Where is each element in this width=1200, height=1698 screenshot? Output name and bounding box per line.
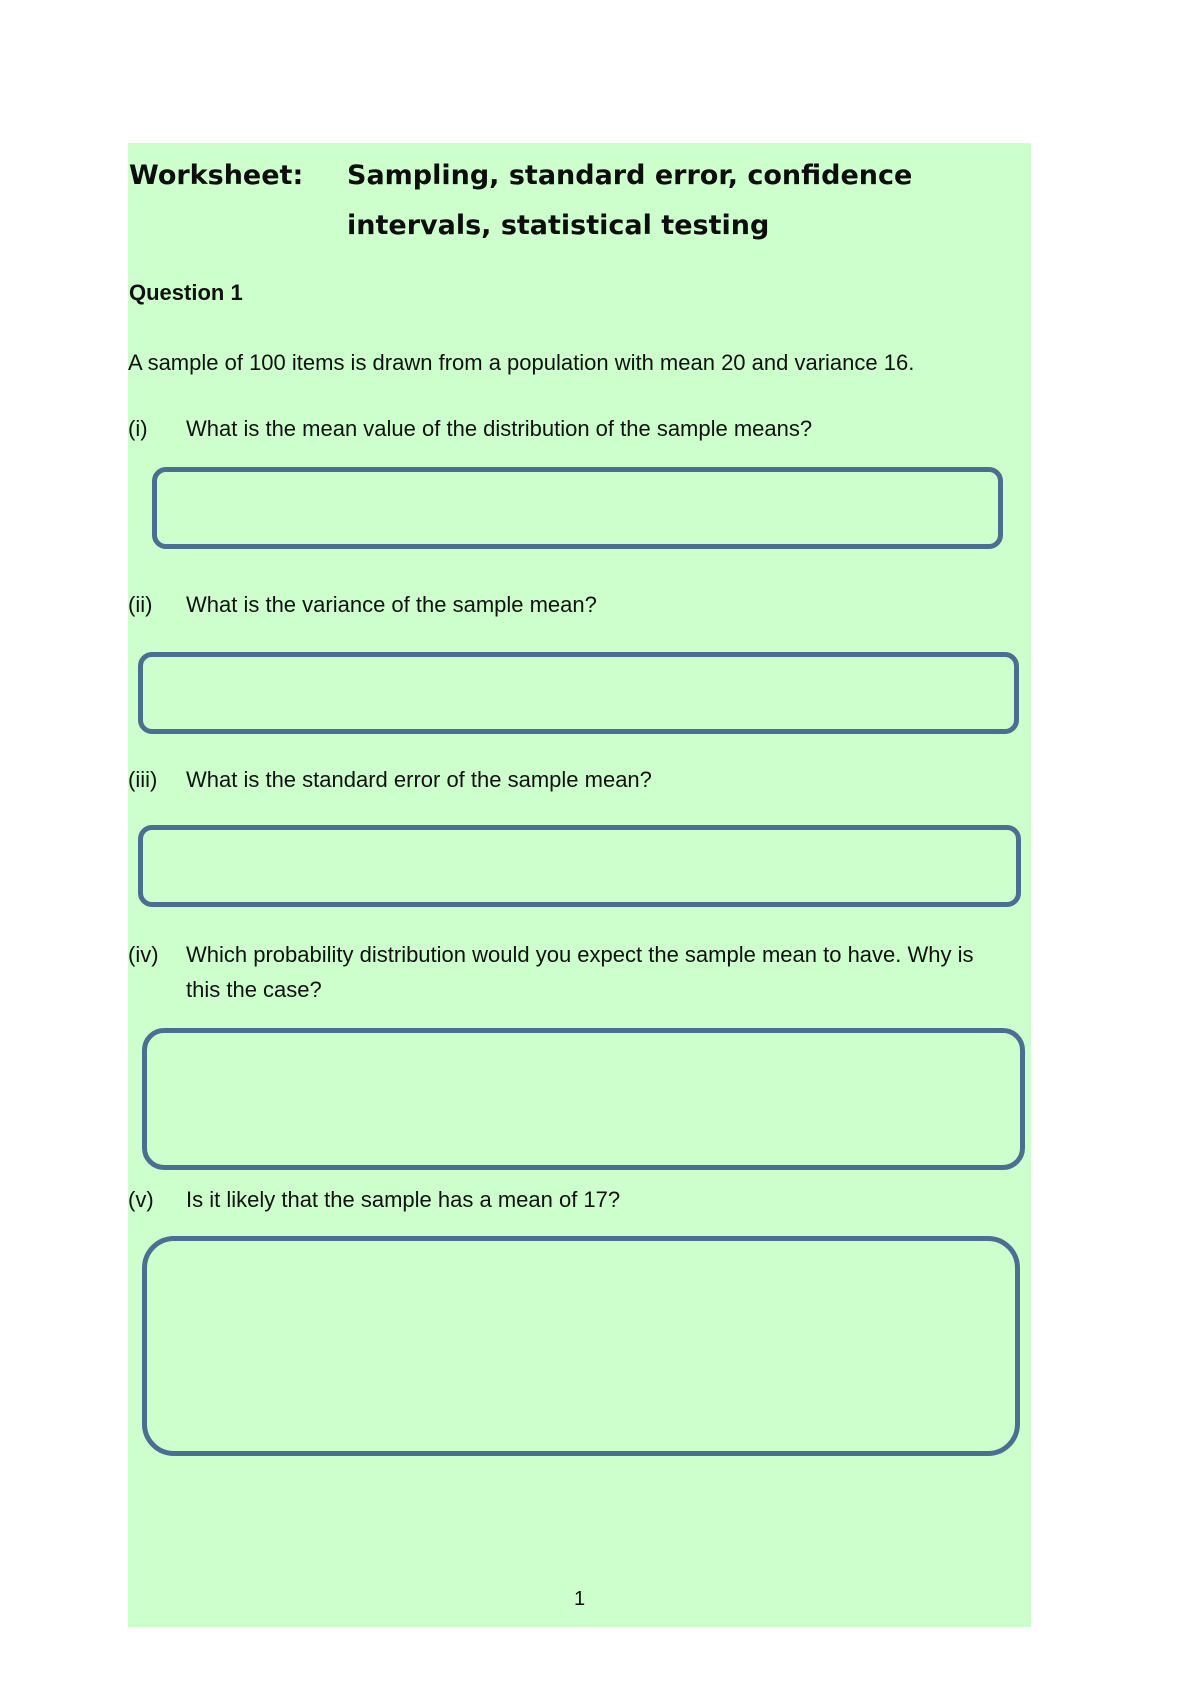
worksheet-topic (347, 151, 987, 251)
sub-question-number: (iii) (128, 767, 158, 792)
sub-question-number: (iv) (128, 942, 159, 967)
question-heading: Question 1 (129, 280, 243, 305)
sub-question-number: (v) (128, 1187, 154, 1212)
sub-question-text: What is the standard error of the sample mean? (186, 767, 652, 792)
page-number: 1 (573, 1588, 586, 1610)
worksheet-topic-line-2: intervals, statistical testing (347, 210, 770, 241)
question-intro: A sample of 100 items is drawn from a population with mean 20 and variance 16. (128, 350, 915, 375)
worksheet-label: Worksheet: (129, 160, 304, 191)
worksheet-page (128, 143, 1031, 1627)
answer-box-ii[interactable] (138, 652, 1019, 734)
sub-question-text: What is the mean value of the distribution of the sample means? (186, 416, 813, 441)
sub-question-number: (ii) (128, 592, 153, 617)
sub-question-number: (i) (128, 416, 148, 441)
sub-question-text: Which probability distribution would you expect the sample mean to have. Why is this the case? (186, 942, 974, 1002)
sub-question-text: What is the variance of the sample mean? (186, 592, 597, 617)
answer-box-iii[interactable] (138, 825, 1021, 907)
worksheet-topic-line-1: Sampling, standard error, confidence (347, 160, 913, 191)
answer-box-iv[interactable] (142, 1028, 1025, 1170)
answer-box-i[interactable] (152, 467, 1003, 549)
answer-box-v[interactable] (142, 1236, 1020, 1456)
sub-question-text: Is it likely that the sample has a mean of 17? (186, 1187, 621, 1212)
